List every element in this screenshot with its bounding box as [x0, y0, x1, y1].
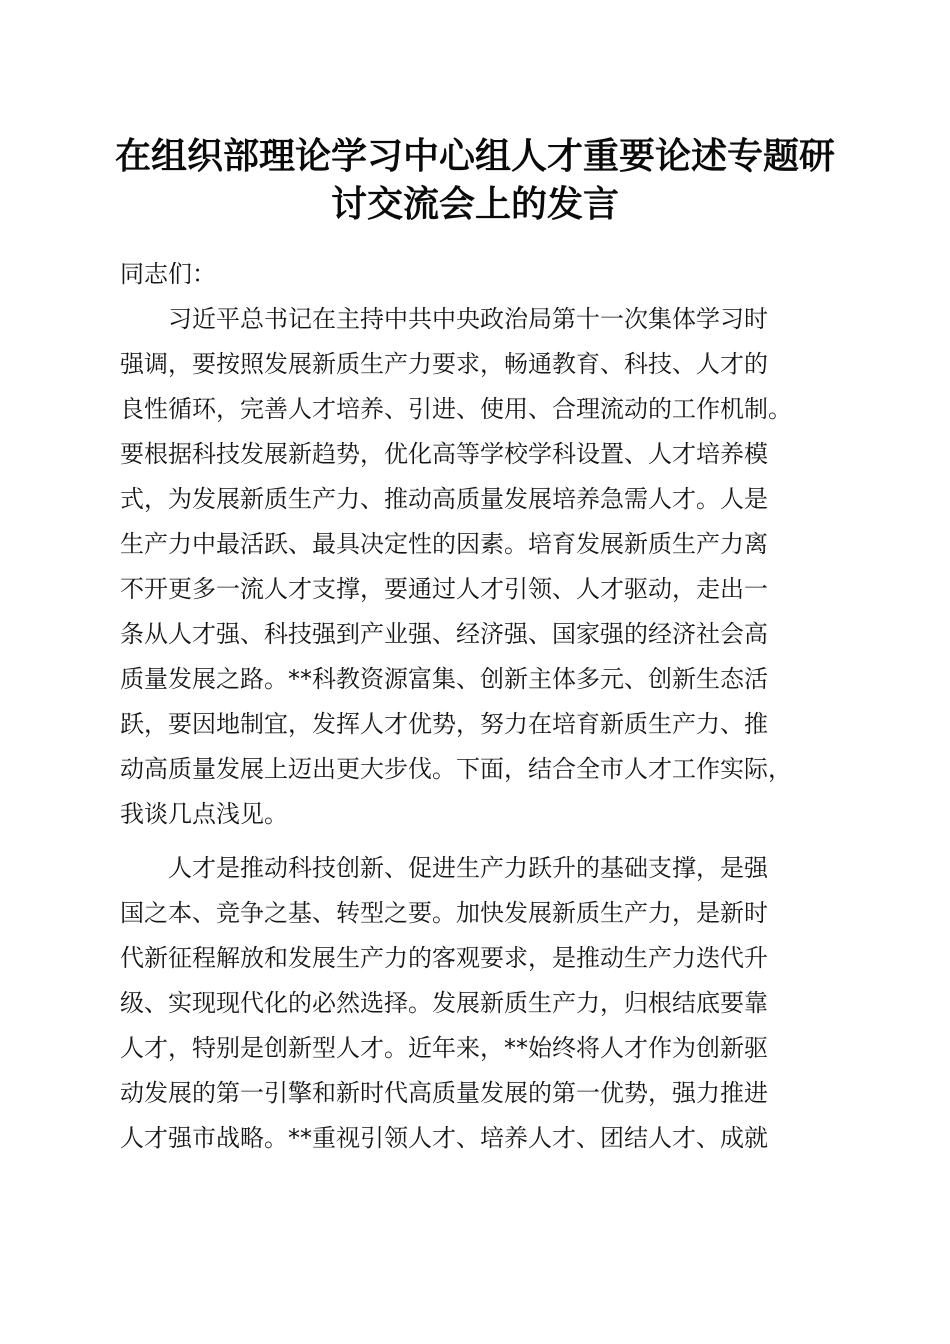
paragraph-line: 人才是推动科技创新、促进生产力跃升的基础支撑，是强 [120, 854, 768, 882]
paragraph-line: 习近平总书记在主持中共中央政治局第十一次集体学习时 [120, 305, 768, 333]
paragraph-line: 代新征程解放和发展生产力的客观要求，是推动生产力迭代升 [120, 944, 768, 972]
paragraph-line: 人才强市战略。**重视引领人才、培养人才、团结人才、成就 [120, 1124, 768, 1152]
paragraph-line: 要根据科技发展新趋势，优化高等学校学科设置、人才培养模 [120, 440, 768, 468]
paragraph-line: 生产力中最活跃、最具决定性的因素。培育发展新质生产力离 [120, 530, 768, 558]
paragraph-line: 动发展的第一引擎和新时代高质量发展的第一优势，强力推进 [120, 1079, 768, 1107]
paragraph-line: 国之本、竞争之基、转型之要。加快发展新质生产力，是新时 [120, 899, 768, 927]
paragraph-line: 强调，要按照发展新质生产力要求，畅通教育、科技、人才的 [120, 350, 768, 378]
title-line-2: 讨交流会上的发言 [330, 183, 619, 225]
paragraph-line: 良性循环，完善人才培养、引进、使用、合理流动的工作机制。 [120, 395, 792, 423]
paragraph-line: 不开更多一流人才支撑，要通过人才引领、人才驱动，走出一 [120, 575, 768, 603]
salutation: 同志们： [120, 260, 216, 288]
document-body [120, 252, 836, 1161]
paragraph-2 [120, 846, 836, 1161]
paragraph-line: 动高质量发展上迈出更大步伐。下面，结合全市人才工作实际， [120, 755, 792, 783]
paragraph-line: 质量发展之路。**科教资源富集、创新主体多元、创新生态活 [120, 665, 768, 693]
paragraph-spacing [120, 837, 836, 846]
title-line-1: 在组织部理论学习中心组人才重要论述专题研 [114, 135, 835, 177]
paragraph-1 [120, 297, 836, 837]
paragraph-line: 级、实现现代化的必然选择。发展新质生产力，归根结底要靠 [120, 989, 768, 1017]
paragraph-line: 条从人才强、科技强到产业强、经济强、国家强的经济社会高 [120, 620, 768, 648]
paragraph-line: 我谈几点浅见。 [120, 800, 288, 828]
paragraph-line: 人才，特别是创新型人才。近年来，**始终将人才作为创新驱 [120, 1034, 768, 1062]
document-title [100, 132, 850, 228]
paragraph-line: 式，为发展新质生产力、推动高质量发展培养急需人才。人是 [120, 485, 768, 513]
paragraph-line: 跃，要因地制宜，发挥人才优势，努力在培育新质生产力、推 [120, 710, 768, 738]
